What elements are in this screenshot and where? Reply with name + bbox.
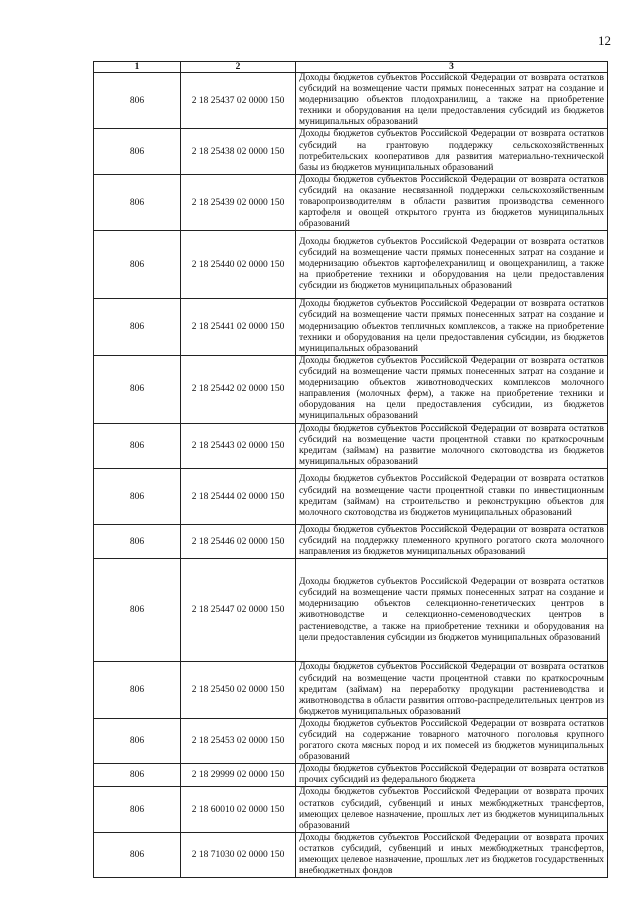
page-number: 12 (598, 33, 611, 48)
kbk-cell: 2 18 25444 02 0000 150 (181, 469, 296, 525)
column-header-admin-code: 1 (94, 62, 181, 73)
admin-code-cell: 806 (94, 423, 181, 468)
table-row (94, 832, 608, 877)
kbk-cell: 2 18 25442 02 0000 150 (181, 355, 296, 423)
kbk-cell: 2 18 25441 02 0000 150 (181, 299, 296, 355)
kbk-cell: 2 18 25443 02 0000 150 (181, 423, 296, 468)
admin-code-cell: 806 (94, 469, 181, 525)
table-row (94, 787, 608, 832)
table-row (94, 129, 608, 174)
admin-code-cell: 806 (94, 718, 181, 763)
admin-code-cell: 806 (94, 787, 181, 832)
description-cell: Доходы бюджетов субъектов Российской Федерации от возврата остатков субсидий на возмещение части процентной ставки по инвестиционным кредитам (займам) на строительство и реконструкцию объектов для молочного скотоводства из бюджетов муниципальных образований (296, 469, 608, 525)
kbk-cell: 2 18 25439 02 0000 150 (181, 174, 296, 230)
kbk-cell: 2 18 25440 02 0000 150 (181, 231, 296, 299)
description-cell: Доходы бюджетов субъектов Российской Федерации от возврата прочих остатков субсидий, субвенций и иных межбюджетных трансфертов, имеющих целевое назначение, прошлых лет из бюджетов муниципальных образований (296, 787, 608, 832)
description-cell: Доходы бюджетов субъектов Российской Федерации от возврата остатков субсидий на содержание товарного маточного поголовья крупного рогатого скота мясных пород и их помесей из бюджетов муниципальных образований (296, 718, 608, 763)
table-row (94, 525, 608, 559)
description-cell: Доходы бюджетов субъектов Российской Федерации от возврата остатков субсидий на грантовую поддержку сельскохозяйственных потребительских кооперативов для развития материально-технической базы из бюджетов муниципальных образований (296, 129, 608, 174)
description-cell: Доходы бюджетов субъектов Российской Федерации от возврата остатков субсидий на возмещение части процентной ставки по краткосрочным кредитам (займам) на развитие молочного скотоводства из бюджетов муниципальных образований (296, 423, 608, 468)
table-row (94, 299, 608, 355)
kbk-cell: 2 18 71030 02 0000 150 (181, 832, 296, 877)
admin-code-cell: 806 (94, 559, 181, 662)
kbk-cell: 2 18 25446 02 0000 150 (181, 525, 296, 559)
budget-income-table (93, 61, 608, 878)
description-cell: Доходы бюджетов субъектов Российской Федерации от возврата остатков субсидий на возмещение части прямых понесенных затрат на создание и модернизацию объектов плодохранилищ, а также на приобретение техники и оборудования на цели предоставления субсидий из бюджетов муниципальных образований (296, 73, 608, 129)
table-row (94, 231, 608, 299)
admin-code-cell: 806 (94, 355, 181, 423)
admin-code-cell: 806 (94, 73, 181, 129)
kbk-cell: 2 18 25437 02 0000 150 (181, 73, 296, 129)
table-header-row (94, 62, 608, 73)
description-cell: Доходы бюджетов субъектов Российской Федерации от возврата остатков субсидий на возмещение части прямых понесенных затрат на создание и модернизацию объектов картофелехранилищ и овощехранилищ, а также на приобретение техники и оборудования на цели предоставления субсидии из бюджетов муниципальных образований (296, 231, 608, 299)
description-cell: Доходы бюджетов субъектов Российской Федерации от возврата остатков субсидий на возмещение части прямых понесенных затрат на создание и модернизацию объектов селекционно-генетических центров в животноводстве и селекционно-семеноводческих центров в растениеводстве, а также на приобретение техники и оборудования на цели предоставления субсидии из бюджетов муниципальных образований (296, 559, 608, 662)
admin-code-cell: 806 (94, 299, 181, 355)
table-row (94, 355, 608, 423)
kbk-cell: 2 18 25450 02 0000 150 (181, 662, 296, 718)
admin-code-cell: 806 (94, 231, 181, 299)
description-cell: Доходы бюджетов субъектов Российской Федерации от возврата прочих остатков субсидий, субвенций и иных межбюджетных трансфертов, имеющих целевое назначение, прошлых лет из бюджетов государственных внебюджетных фондов (296, 832, 608, 877)
description-cell: Доходы бюджетов субъектов Российской Федерации от возврата остатков субсидий на возмещение части прямых понесенных затрат на создание и модернизацию объектов животноводческих комплексов молочного направления (молочных ферм), а также на приобретение техники и оборудования на цели предоставления субсидии, из бюджетов муниципальных образований (296, 355, 608, 423)
table-row (94, 73, 608, 129)
description-cell: Доходы бюджетов субъектов Российской Федерации от возврата остатков субсидий на возмещение части процентной ставки по краткосрочным кредитам (займам) на переработку продукции растениеводства и животноводства в области развития оптово-распределительных центров из бюджетов муниципальных образований (296, 662, 608, 718)
table-row (94, 559, 608, 662)
kbk-cell: 2 18 60010 02 0000 150 (181, 787, 296, 832)
admin-code-cell: 806 (94, 662, 181, 718)
table-row (94, 174, 608, 230)
table-row (94, 469, 608, 525)
kbk-cell: 2 18 29999 02 0000 150 (181, 764, 296, 787)
admin-code-cell: 806 (94, 832, 181, 877)
column-header-kbk: 2 (181, 62, 296, 73)
kbk-cell: 2 18 25438 02 0000 150 (181, 129, 296, 174)
admin-code-cell: 806 (94, 764, 181, 787)
description-cell: Доходы бюджетов субъектов Российской Федерации от возврата остатков субсидий на оказание несвязанной поддержки сельскохозяйственным товаропроизводителям в области развития производства семенного картофеля и овощей открытого грунта из бюджетов муниципальных образований (296, 174, 608, 230)
kbk-cell: 2 18 25453 02 0000 150 (181, 718, 296, 763)
column-header-description: 3 (296, 62, 608, 73)
description-cell: Доходы бюджетов субъектов Российской Федерации от возврата остатков субсидий на поддержку племенного крупного рогатого скота молочного направления из бюджетов муниципальных образований (296, 525, 608, 559)
admin-code-cell: 806 (94, 129, 181, 174)
table-row (94, 764, 608, 787)
description-cell: Доходы бюджетов субъектов Российской Федерации от возврата остатков субсидий на возмещение части прямых понесенных затрат на создание и модернизацию объектов тепличных комплексов, а также на приобретение техники и оборудования на цели предоставления субсидии, из бюджетов муниципальных образований (296, 299, 608, 355)
table-row (94, 718, 608, 763)
admin-code-cell: 806 (94, 174, 181, 230)
admin-code-cell: 806 (94, 525, 181, 559)
kbk-cell: 2 18 25447 02 0000 150 (181, 559, 296, 662)
table-row (94, 662, 608, 718)
description-cell: Доходы бюджетов субъектов Российской Федерации от возврата остатков прочих субсидий из федерального бюджета (296, 764, 608, 787)
table-row (94, 423, 608, 468)
